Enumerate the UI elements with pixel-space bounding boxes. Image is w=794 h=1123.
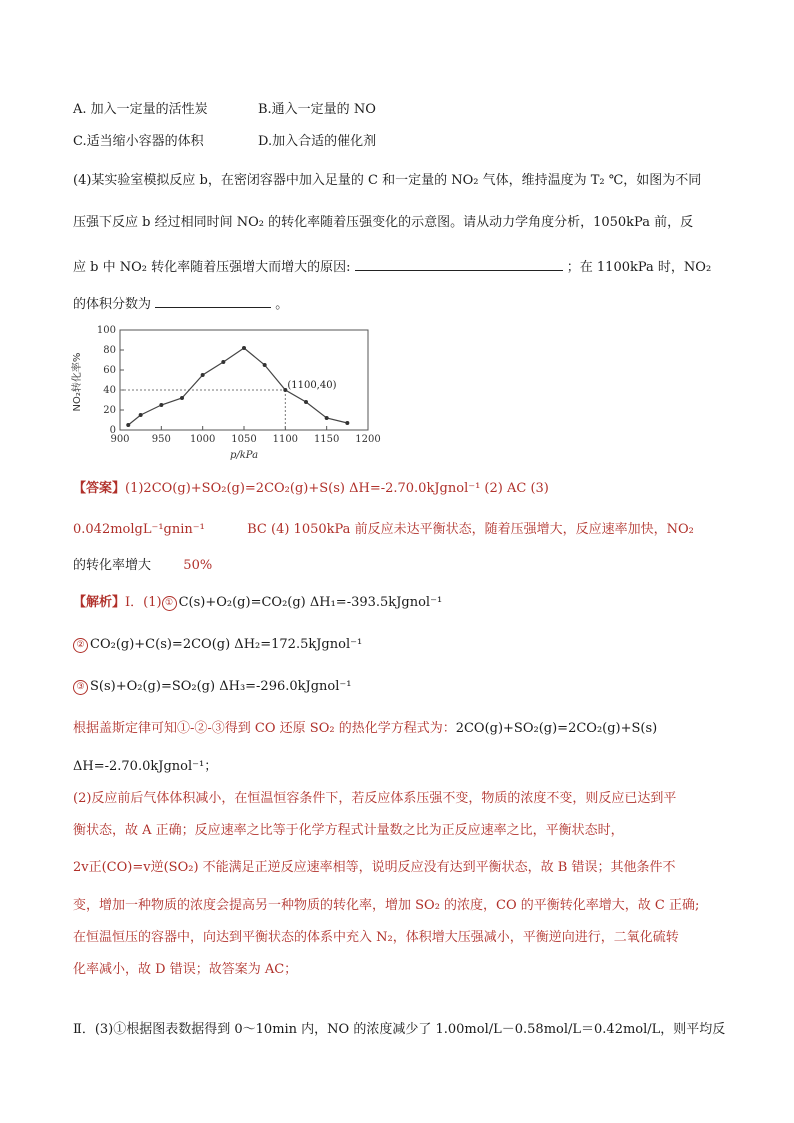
x-tick-label: 950 bbox=[151, 434, 171, 445]
option-d: D.加入合适的催化剂 bbox=[258, 134, 377, 149]
q4-line4-end: 。 bbox=[275, 297, 289, 312]
answer-blank-2[interactable] bbox=[155, 293, 271, 308]
y-axis-label: NO₂转化率% bbox=[72, 352, 83, 412]
data-point bbox=[126, 423, 130, 427]
data-point bbox=[263, 363, 267, 367]
answer-blank-1[interactable] bbox=[355, 256, 563, 271]
hess-line bbox=[73, 720, 657, 738]
part2-line5: 在恒温恒压的容器中，向达到平衡状态的体系中充入 N₂，体积增大压强减小，平衡逆向进行，二氧化硫转 bbox=[73, 930, 679, 945]
answer-line2 bbox=[73, 521, 694, 539]
part2-line3: 2v正(CO)=v逆(SO₂) 不能满足正逆反应速率相等，说明反应没有达到平衡状态，故 B 错误；其他条件不 bbox=[73, 860, 676, 875]
part3-line1 bbox=[73, 1021, 725, 1039]
answer-text-3a: 的转化率增大 bbox=[73, 558, 152, 573]
data-point bbox=[159, 403, 163, 407]
circle-one: ① bbox=[162, 596, 177, 611]
data-point bbox=[304, 400, 308, 404]
analysis-line3 bbox=[73, 678, 352, 696]
q4-line3-text: 应 b 中 NO₂ 转化率随着压强增大而增大的原因: bbox=[73, 260, 351, 275]
answer-text-1: (1)2CO(g)+SO₂(g)=2CO₂(g)+S(s) ΔH=-2.70.0kJgnol⁻¹ (2) AC (3) bbox=[125, 481, 549, 496]
answer-text-2b: BC (4) 1050kPa 前反应未达平衡状态，随着压强增大，反应速率加快，NO₂ bbox=[247, 522, 694, 537]
q4-line3-end: ；在 1100kPa 时，NO₂ bbox=[566, 260, 712, 275]
data-point bbox=[345, 421, 349, 425]
equation-3: S(s)+O₂(g)=SO₂(g) ΔH₃=-296.0kJgnol⁻¹ bbox=[90, 679, 352, 694]
analysis-label: 【解析】 bbox=[73, 595, 126, 610]
data-point bbox=[242, 346, 246, 350]
x-tick-label: 900 bbox=[110, 434, 130, 445]
part3-text: Ⅱ．(3)①根据图表数据得到 0～10min 内，NO 的浓度减少了 1.00mol/L－0.58mol/L＝0.42mol/L，则平均反 bbox=[73, 1022, 726, 1037]
q4-line1: (4)某实验室模拟反应 b，在密闭容器中加入足量的 C 和一定量的 NO₂ 气体，维持温度为 T₂ ℃，如图为不同 bbox=[73, 173, 702, 188]
q4-line4-text: 的体积分数为 bbox=[73, 297, 152, 312]
circle-three: ③ bbox=[73, 680, 88, 695]
circle-two: ② bbox=[73, 638, 88, 653]
option-b: B.通入一定量的 NO bbox=[258, 102, 376, 117]
answer-text-3b: 50% bbox=[183, 558, 213, 573]
data-point bbox=[180, 396, 184, 400]
part2-line6: 化率减小，故 D 错误；故答案为 AC； bbox=[73, 962, 298, 977]
hess-equation: 2CO(g)+SO₂(g)=2CO₂(g)+S(s) bbox=[455, 721, 658, 736]
x-tick-group bbox=[110, 426, 380, 445]
answer-text-2a: 0.042molgL⁻¹gnin⁻¹ bbox=[73, 522, 205, 537]
x-tick-label: 1100 bbox=[272, 434, 299, 445]
part2-line4: 变，增加一种物质的浓度会提高另一种物质的转化率，增加 SO₂ 的浓度，CO 的平衡转化率增大，故 C 正确; bbox=[73, 898, 700, 913]
hess-dh: ΔH=-2.70.0kJgnol⁻¹； bbox=[73, 759, 218, 774]
part2-line2: 衡状态，故 A 正确；反应速率之比等于化学方程式计量数之比为正反应速率之比，平衡状态时， bbox=[73, 823, 624, 838]
analysis-line2 bbox=[73, 636, 362, 654]
y-tick-label: 60 bbox=[103, 365, 116, 376]
data-point bbox=[325, 416, 329, 420]
answer-line3 bbox=[73, 557, 212, 575]
x-tick-label: 1050 bbox=[231, 434, 257, 445]
answer-line1 bbox=[73, 480, 549, 498]
option-a: A. 加入一定量的活性炭 bbox=[73, 102, 208, 117]
data-point bbox=[139, 413, 143, 417]
equation-2: CO₂(g)+C(s)=2CO(g) ΔH₂=172.5kJgnol⁻¹ bbox=[90, 637, 363, 652]
x-tick-label: 1150 bbox=[313, 434, 340, 445]
q4-line4 bbox=[73, 293, 288, 314]
hess-text: 根据盖斯定律可知①-②-③得到 CO 还原 SO₂ 的热化学方程式为： bbox=[73, 721, 456, 736]
equation-1: C(s)+O₂(g)=CO₂(g) ΔH₁=-393.5kJgnol⁻¹ bbox=[178, 595, 443, 610]
y-tick-label: 100 bbox=[96, 325, 116, 336]
data-point bbox=[201, 373, 205, 377]
x-tick-label: 1000 bbox=[189, 434, 216, 445]
answer-label: 【答案】 bbox=[73, 481, 126, 496]
annotation-label: (1100,40) bbox=[287, 380, 337, 391]
q4-line2: 压强下反应 b 经过相同时间 NO₂ 的转化率随着压强变化的示意图。请从动力学角度分析，1050kPa 前，反 bbox=[73, 215, 694, 230]
analysis-line1 bbox=[73, 594, 442, 612]
conversion-chart bbox=[68, 322, 388, 462]
x-axis-label: p/kPa bbox=[229, 450, 259, 461]
analysis-part1: Ⅰ．(1) bbox=[125, 595, 162, 610]
y-tick-label: 40 bbox=[103, 385, 116, 396]
option-c: C.适当缩小容器的体积 bbox=[73, 134, 204, 149]
q4-line3 bbox=[73, 256, 711, 277]
y-tick-label: 20 bbox=[103, 405, 116, 416]
y-tick-label: 80 bbox=[103, 345, 116, 356]
x-tick-label: 1200 bbox=[355, 434, 381, 445]
data-point bbox=[221, 360, 225, 364]
y-tick-label: 0 bbox=[109, 425, 116, 436]
part2-line1: (2)反应前后气体体积减小，在恒温恒容条件下，若反应体系压强不变，物质的浓度不变，则反应已达到平 bbox=[73, 791, 677, 806]
